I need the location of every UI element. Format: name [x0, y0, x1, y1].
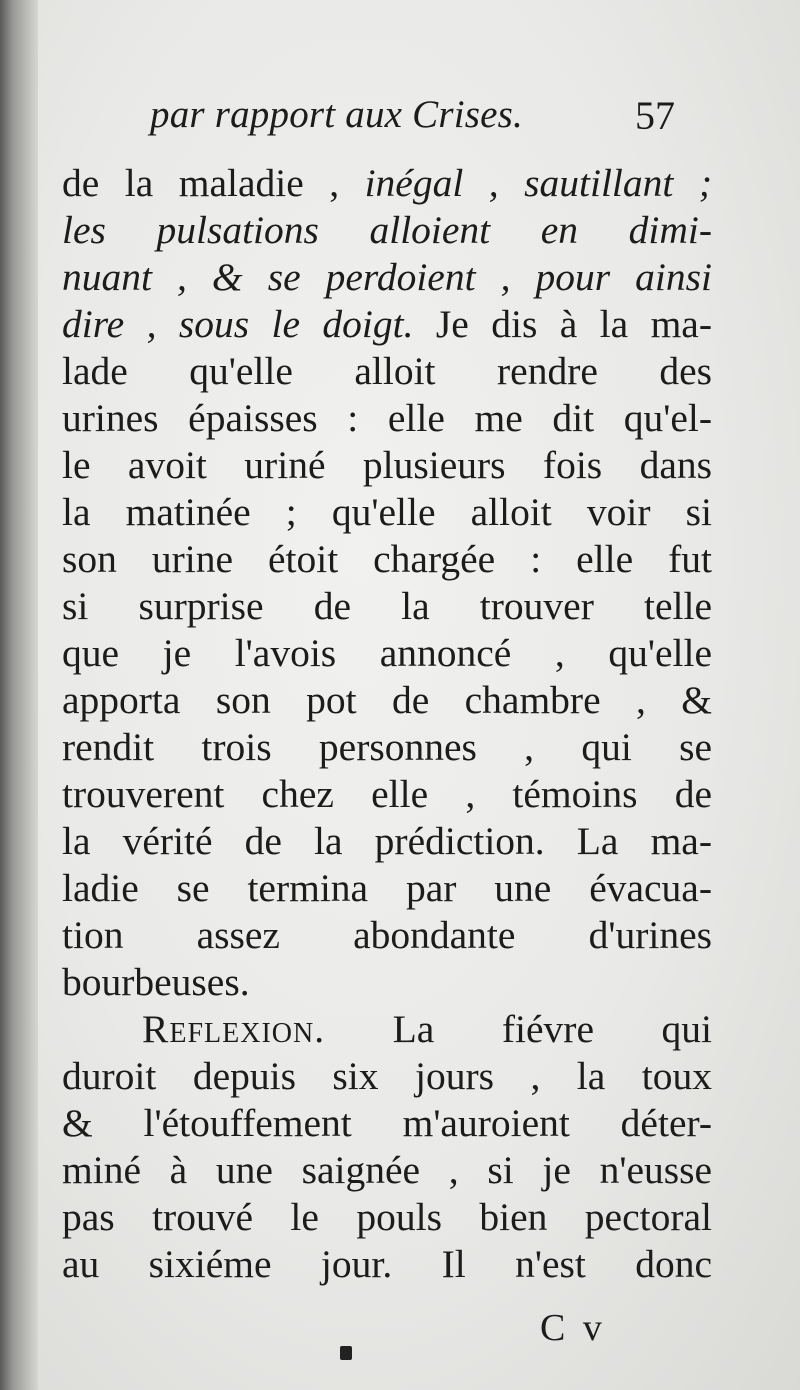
text-line: au sixiéme jour. Il n'est donc	[62, 1242, 712, 1286]
text-line: pas trouvé le pouls bien pectoral	[62, 1195, 712, 1239]
line-italic: nuant , & se perdoient , pour ainsi	[62, 255, 712, 299]
ornament-mark	[340, 1346, 352, 1360]
reflexion-label: Reflexion.	[142, 1007, 326, 1051]
page-header	[150, 92, 675, 152]
text-line: trouverent chez elle , témoins de	[62, 772, 712, 816]
text-line	[62, 301, 712, 348]
line-roman: Je dis à la ma-	[413, 302, 712, 346]
text-line: miné à une saignée , si je n'eusse	[62, 1148, 712, 1192]
text-line: tion assez abondante d'urines	[62, 913, 712, 957]
text-line	[62, 1006, 712, 1053]
line-italic: inégal , sautillant ;	[364, 161, 712, 205]
text-line: que je l'avois annoncé , qu'elle	[62, 631, 712, 675]
text-line: & l'étouffement m'auroient déter-	[62, 1101, 712, 1145]
text-line: la vérité de la prédiction. La ma-	[62, 819, 712, 863]
line-roman: de la maladie ,	[62, 161, 365, 205]
text-line: le avoit uriné plusieurs fois dans	[62, 443, 712, 487]
signature-mark: C v	[540, 1307, 606, 1349]
line-italic: les pulsations alloient en dimi-	[62, 208, 712, 252]
text-line	[62, 254, 712, 301]
text-line: rendit trois personnes , qui se	[62, 725, 712, 769]
line-roman: La fiévre qui	[392, 1007, 713, 1051]
line-italic: dire , sous le doigt.	[62, 302, 414, 346]
text-line: apporta son pot de chambre , &	[62, 678, 712, 722]
text-line: ladie se termina par une évacua-	[62, 866, 712, 910]
text-line: la matinée ; qu'elle alloit voir si	[62, 490, 712, 534]
running-head: par rapport aux Crises.	[150, 93, 523, 136]
text-line: duroit depuis six jours , la toux	[62, 1054, 712, 1098]
body-text	[62, 160, 712, 1288]
page-gutter-shadow	[0, 0, 38, 1390]
text-line	[62, 160, 712, 207]
text-line: bourbeuses.	[62, 960, 250, 1004]
text-line	[62, 207, 712, 254]
text-line: son urine étoit chargée : elle fut	[62, 537, 712, 581]
page-number: 57	[635, 93, 675, 138]
text-line: lade qu'elle alloit rendre des	[62, 349, 712, 393]
text-line: si surprise de la trouver telle	[62, 584, 712, 628]
text-line: urines épaisses : elle me dit qu'el-	[62, 396, 712, 440]
